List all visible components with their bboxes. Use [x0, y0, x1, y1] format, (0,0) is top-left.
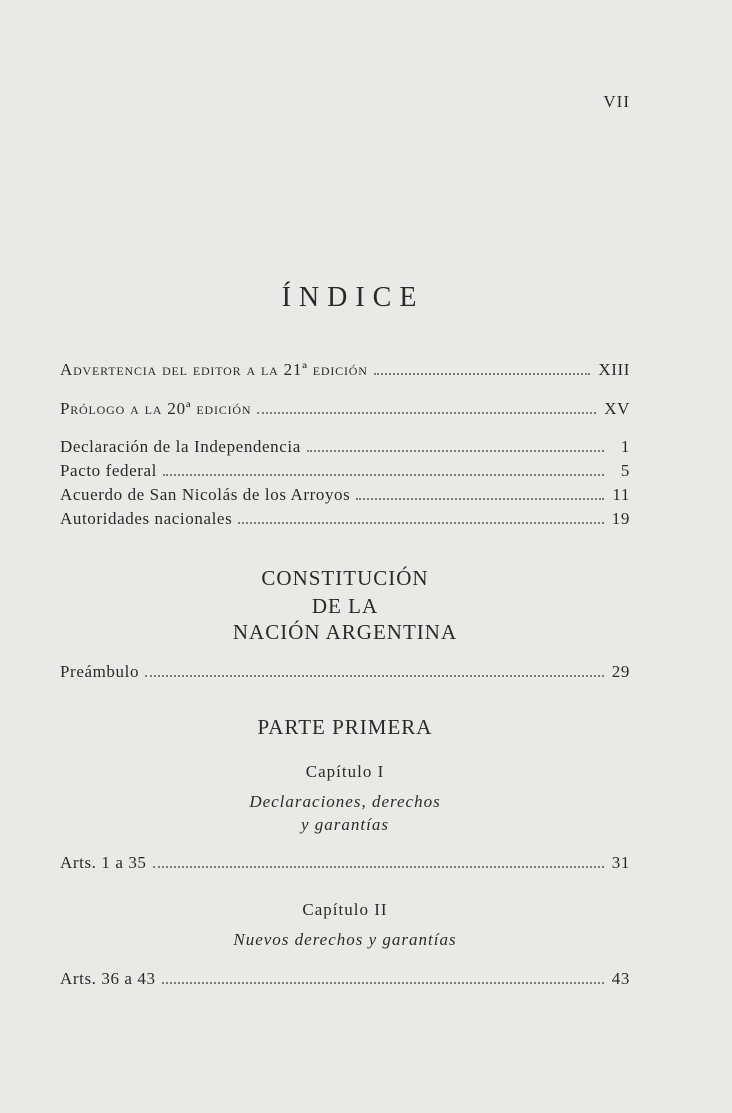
toc-entry-label: Arts. 36 a 43 [60, 969, 156, 988]
toc-entry-preamble[interactable] [60, 660, 630, 684]
chapter-1-title-line1: Declaraciones, derechos [249, 792, 441, 811]
toc-entry-federal-pact[interactable] [60, 459, 630, 483]
toc-leader-dots [162, 981, 604, 984]
chapter-2-label: Capítulo II [302, 900, 388, 919]
toc-leader-dots [257, 411, 596, 414]
part-heading: PARTE PRIMERA [257, 715, 433, 739]
page-title: ÍNDICE [281, 282, 425, 313]
toc-leader-dots [238, 521, 604, 524]
toc-entry-independence[interactable] [60, 435, 630, 459]
constitution-heading-line2: DE LA [311, 594, 379, 618]
toc-entry-chapter-2[interactable] [60, 967, 630, 991]
chapter-2-title-line1: Nuevos derechos y garantías [233, 930, 457, 949]
toc-entry-label: Advertencia del editor a la 21ª edición [60, 360, 368, 379]
toc-entry-label: Pacto federal [60, 461, 158, 480]
toc-leader-dots [356, 497, 604, 500]
constitution-heading-line1: CONSTITUCIÓN [261, 566, 429, 590]
toc-leader-dots [163, 473, 604, 476]
toc-entry-editor-note[interactable] [60, 358, 630, 382]
toc-entry-prologue[interactable] [60, 397, 630, 421]
toc-entry-page: 11 [612, 485, 630, 504]
toc-entry-page: 19 [611, 509, 630, 528]
toc-entry-page: 43 [611, 969, 630, 988]
toc-entry-label: Acuerdo de San Nicolás de los Arroyos [60, 485, 351, 504]
page-number: VII [603, 92, 630, 111]
toc-entry-label: Autoridades nacionales [60, 509, 233, 528]
toc-entry-label: Preámbulo [60, 662, 140, 681]
toc-entry-san-nicolas[interactable] [60, 483, 630, 507]
toc-entry-label: Declaración de la Independencia [60, 437, 301, 456]
toc-entry-national-authorities[interactable] [60, 507, 630, 531]
toc-entry-page: 31 [611, 853, 630, 872]
toc-entry-page: 29 [611, 662, 630, 681]
toc-leader-dots [307, 449, 604, 452]
constitution-heading-line3: NACIÓN ARGENTINA [232, 620, 458, 644]
toc-entry-page: 5 [620, 461, 630, 480]
toc-entry-page: XV [604, 399, 630, 418]
toc-leader-dots [145, 674, 604, 677]
toc-entry-label: Prólogo a la 20ª edición [60, 399, 252, 418]
chapter-1-label: Capítulo I [305, 762, 385, 781]
toc-entry-label: Arts. 1 a 35 [60, 853, 147, 872]
toc-entry-chapter-1[interactable] [60, 851, 630, 875]
toc-entry-page: XIII [598, 360, 630, 379]
toc-leader-dots [153, 865, 604, 868]
chapter-1-title-line2: y garantías [301, 815, 389, 834]
toc-entry-page: 1 [620, 437, 630, 456]
toc-leader-dots [374, 372, 591, 375]
